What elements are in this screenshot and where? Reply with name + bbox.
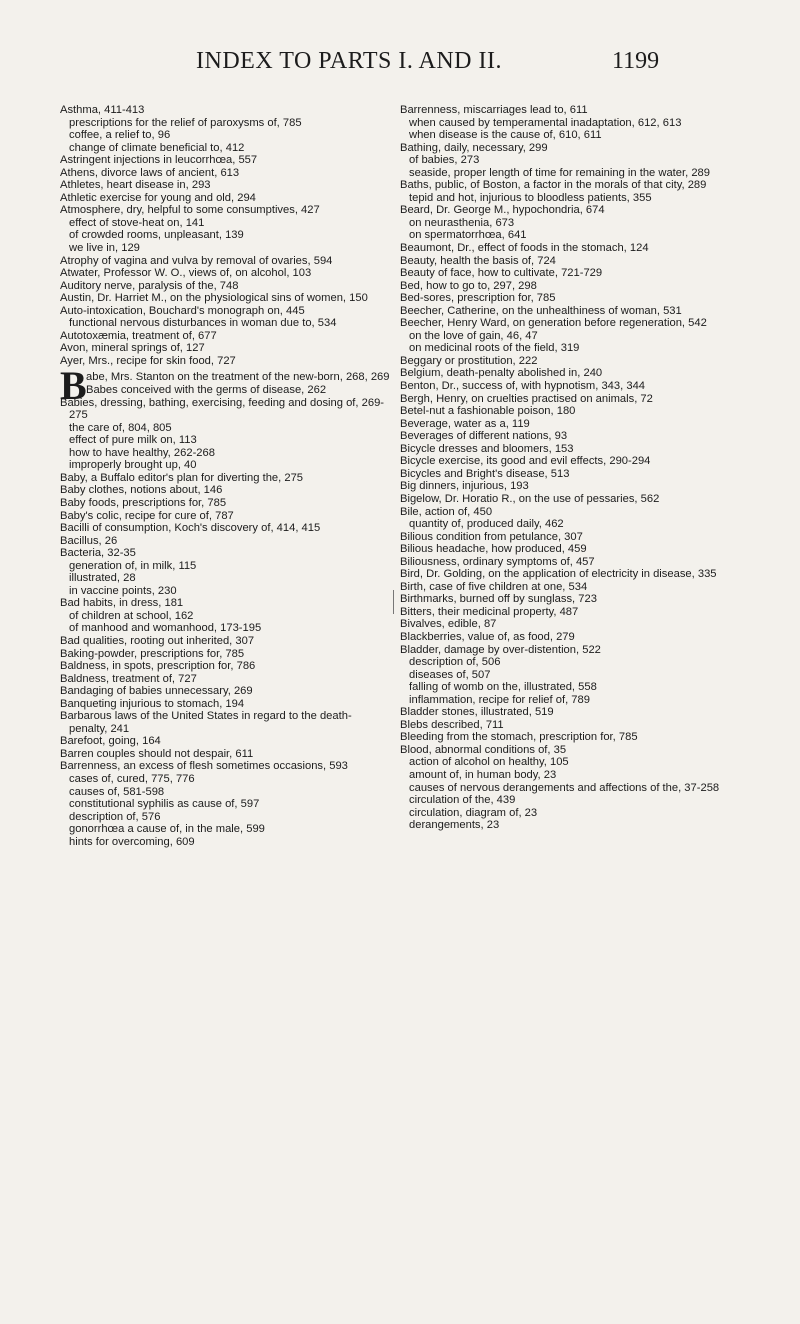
index-entry: Bladder, damage by over-distention, 522	[400, 643, 601, 656]
running-title: INDEX TO PARTS I. AND II.	[196, 48, 502, 74]
index-entry: Babes conceived with the germs of disease, 262	[86, 384, 327, 397]
index-entry: Bird, Dr. Golding, on the application of electricity in disease, 335	[400, 568, 717, 581]
index-entry: Astringent injections in leucorrhœa, 557	[60, 154, 258, 167]
index-entry: Barefoot, going, 164	[60, 735, 161, 748]
index-entry: Bleeding from the stomach, prescription for, 785	[400, 731, 638, 744]
index-entry: Bladder stones, illustrated, 519	[400, 706, 554, 719]
index-subentry: of children at school, 162	[69, 609, 194, 622]
column-divider	[393, 590, 394, 614]
index-subentry: diseases of, 507	[409, 668, 491, 681]
page-number: 1199	[612, 48, 660, 74]
index-subentry: functional nervous disturbances in woman due to, 534	[69, 317, 337, 330]
index-subentry: in vaccine points, 230	[69, 584, 177, 597]
index-entry: Blood, abnormal conditions of, 35	[400, 743, 567, 756]
index-entry: Barrenness, an excess of flesh sometimes occasions, 593	[60, 760, 348, 773]
index-subentry: effect of stove-heat on, 141	[69, 216, 205, 229]
index-subentry: we live in, 129	[69, 242, 140, 255]
index-entry: Auto-intoxication, Bouchard's monograph on, 445	[60, 304, 305, 317]
index-entry: Atwater, Professor W. O., views of, on alcohol, 103	[60, 267, 312, 280]
index-subentry: tepid and hot, injurious to bloodless patients, 355	[409, 191, 652, 204]
index-subentry: causes of, 581-598	[69, 785, 165, 798]
index-entry: Bad habits, in dress, 181	[60, 597, 184, 610]
index-subentry: of manhood and womanhood, 173-195	[69, 622, 262, 635]
index-entry: Bathing, daily, necessary, 299	[400, 141, 548, 154]
index-subentry: action of alcohol on healthy, 105	[409, 756, 569, 769]
index-entry: Athens, divorce laws of ancient, 613	[60, 166, 240, 179]
index-entry: Atmosphere, dry, helpful to some consumptives, 427	[60, 204, 320, 217]
index-subentry: illustrated, 28	[69, 572, 136, 585]
index-entry: Blackberries, value of, as food, 279	[400, 630, 575, 643]
index-entry: Bivalves, edible, 87	[400, 618, 497, 631]
dropcap-letter: B	[60, 363, 87, 409]
index-entry: Athletes, heart disease in, 293	[60, 179, 211, 192]
index-entry: Bacilli of consumption, Koch's discovery of, 414, 415	[60, 522, 321, 535]
index-entry: abe, Mrs. Stanton on the treatment of the new-born, 268, 269	[86, 371, 390, 384]
index-entry: Bitters, their medicinal property, 487	[400, 605, 579, 618]
index-entry: Atrophy of vagina and vulva by removal of ovaries, 594	[60, 254, 333, 267]
index-entry: Banqueting injurious to stomach, 194	[60, 697, 245, 710]
index-entry: Baby's colic, recipe for cure of, 787	[60, 509, 234, 522]
index-subentry: improperly brought up, 40	[69, 459, 197, 472]
index-entry: Beauty, health the basis of, 724	[400, 254, 556, 267]
index-subentry: prescriptions for the relief of paroxysms of, 785	[69, 116, 302, 129]
index-entry: Beard, Dr. George M., hypochondria, 674	[400, 204, 605, 217]
index-entry: Blebs described, 711	[400, 718, 504, 731]
index-entry: Birth, case of five children at one, 534	[400, 580, 588, 593]
index-entry: Bilious condition from petulance, 307	[400, 530, 583, 543]
index-subentry: on medicinal roots of the field, 319	[409, 342, 580, 355]
index-entry: Bicycle exercise, its good and evil effects, 290-294	[400, 455, 651, 468]
index-subentry: the care of, 804, 805	[69, 421, 172, 434]
index-entry: Benton, Dr., success of, with hypnotism, 343, 344	[400, 380, 646, 393]
index-entry: Bigelow, Dr. Horatio R., on the use of pessaries, 562	[400, 492, 660, 505]
index-entry: Beaumont, Dr., effect of foods in the stomach, 124	[400, 242, 649, 255]
index-subentry: hints for overcoming, 609	[69, 835, 195, 848]
index-entry: Bicycles and Bright's disease, 513	[400, 467, 570, 480]
index-entry: Bacteria, 32-35	[60, 547, 136, 560]
index-subentry: of crowded rooms, unpleasant, 139	[69, 229, 244, 242]
index-entry: Austin, Dr. Harriet M., on the physiological sins of women, 150	[60, 292, 368, 305]
index-entry: Bilious headache, how produced, 459	[400, 543, 587, 556]
index-subentry: causes of nervous derangements and affections of the, 37-258	[409, 781, 720, 794]
index-column-left	[60, 104, 390, 848]
index-entry: Baby, a Buffalo editor's plan for diverting the, 275	[60, 471, 304, 484]
index-subentry: circulation of the, 439	[409, 794, 516, 807]
index-entry: Birthmarks, burned off by sunglass, 723	[400, 593, 597, 606]
index-entry: Beecher, Catherine, on the unhealthiness of woman, 531	[400, 304, 682, 317]
index-subentry: gonorrhœa a cause of, in the male, 599	[69, 823, 265, 836]
index-entry: Bed-sores, prescription for, 785	[400, 292, 556, 305]
index-subentry: constitutional syphilis as cause of, 597	[69, 798, 260, 811]
index-entry: Bicycle dresses and bloomers, 153	[400, 442, 574, 455]
index-entry: Barrenness, miscarriages lead to, 611	[400, 104, 588, 116]
index-entry: Ayer, Mrs., recipe for skin food, 727	[60, 354, 236, 367]
index-subentry: on neurasthenia, 673	[409, 216, 515, 229]
index-entry: Bacillus, 26	[60, 534, 118, 547]
index-entry: Avon, mineral springs of, 127	[60, 342, 205, 355]
index-subentry: when disease is the cause of, 610, 611	[409, 129, 602, 142]
page-header	[0, 48, 800, 88]
index-entry: Belgium, death-penalty abolished in, 240	[400, 367, 603, 380]
index-entry: Babies, dressing, bathing, exercising, feeding and dosing of, 269-275	[60, 396, 385, 422]
index-entry: Big dinners, injurious, 193	[400, 480, 529, 493]
index-subentry: falling of womb on the, illustrated, 558	[409, 681, 597, 694]
index-subentry: description of, 506	[409, 656, 501, 669]
index-subentry: circulation, diagram of, 23	[409, 806, 538, 819]
index-entry: Bergh, Henry, on cruelties practised on animals, 72	[400, 392, 653, 405]
index-subentry: coffee, a relief to, 96	[69, 129, 171, 142]
index-entry: Beauty of face, how to cultivate, 721-729	[400, 267, 603, 280]
index-entry: Barbarous laws of the United States in regard to the death-penalty, 241	[60, 710, 352, 735]
index-entry: Autotoxæmia, treatment of, 677	[60, 329, 217, 342]
index-entry: Baby clothes, notions about, 146	[60, 484, 223, 497]
index-subentry: on the love of gain, 46, 47	[409, 329, 538, 342]
index-subentry: effect of pure milk on, 113	[69, 434, 197, 447]
index-entry: Bile, action of, 450	[400, 505, 493, 518]
index-entry: Asthma, 411-413	[60, 104, 145, 116]
index-entry: Beverages of different nations, 93	[400, 430, 568, 443]
index-subentry: amount of, in human body, 23	[409, 768, 557, 781]
index-entry: Baldness, in spots, prescription for, 786	[60, 660, 256, 673]
index-entry: Beecher, Henry Ward, on generation before regeneration, 542	[400, 317, 707, 330]
index-subentry: how to have healthy, 262-268	[69, 446, 215, 459]
index-subentry: derangements, 23	[409, 819, 500, 832]
index-entry: Baby foods, prescriptions for, 785	[60, 496, 227, 509]
index-subentry: inflammation, recipe for relief of, 789	[409, 693, 590, 706]
index-subentry: description of, 576	[69, 810, 161, 823]
index-entry: Beverage, water as a, 119	[400, 417, 530, 430]
index-column-right	[400, 104, 730, 832]
index-subentry: on spermatorrhœa, 641	[409, 229, 527, 242]
index-subentry: when caused by temperamental inadaptation, 612, 613	[409, 116, 682, 129]
index-entry: Auditory nerve, paralysis of the, 748	[60, 279, 239, 292]
index-entry: Betel-nut a fashionable poison, 180	[400, 405, 576, 418]
index-subentry: cases of, cured, 775, 776	[69, 772, 195, 785]
index-subentry: generation of, in milk, 115	[69, 559, 197, 572]
index-subentry: quantity of, produced daily, 462	[409, 518, 564, 531]
index-entry: Athletic exercise for young and old, 294	[60, 191, 256, 204]
index-entry: Baking-powder, prescriptions for, 785	[60, 647, 245, 660]
index-entry: Barren couples should not despair, 611	[60, 747, 254, 760]
index-entry: Baldness, treatment of, 727	[60, 672, 197, 685]
index-subentry: change of climate beneficial to, 412	[69, 141, 245, 154]
index-entry: Bed, how to go to, 297, 298	[400, 279, 537, 292]
index-entry: Bad qualities, rooting out inherited, 307	[60, 634, 255, 647]
index-subentry: of babies, 273	[409, 154, 480, 167]
index-entry: Baths, public, of Boston, a factor in the morals of that city, 289	[400, 179, 707, 192]
index-subentry: seaside, proper length of time for remaining in the water, 289	[409, 166, 710, 179]
index-entry: Bandaging of babies unnecessary, 269	[60, 685, 253, 698]
index-entry: Beggary or prostitution, 222	[400, 354, 538, 367]
index-entry: Biliousness, ordinary symptoms of, 457	[400, 555, 595, 568]
